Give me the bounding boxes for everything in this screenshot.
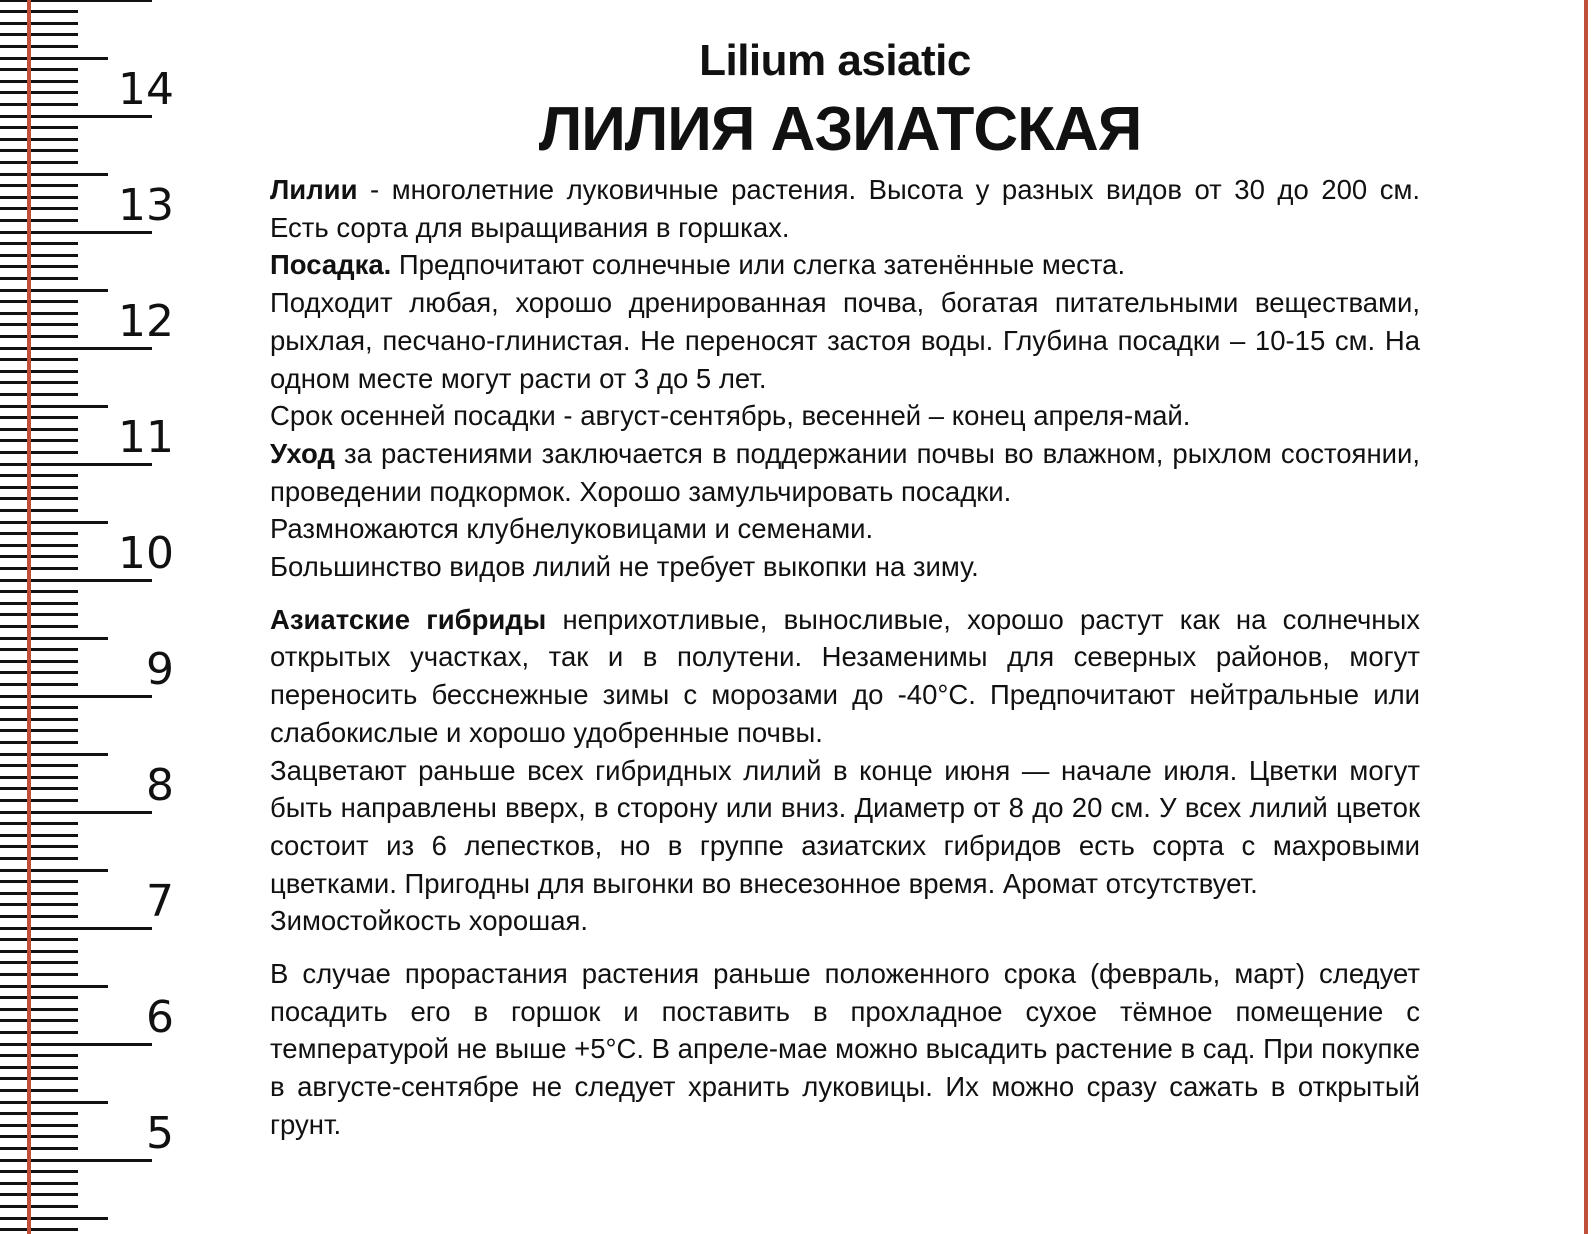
ruler-minor-tick [0, 648, 78, 651]
ruler-minor-tick [0, 497, 78, 500]
ruler-minor-tick [0, 1170, 78, 1173]
ruler-minor-tick [0, 103, 78, 106]
ruler-minor-tick [0, 1228, 78, 1231]
ruler-minor-tick [0, 80, 78, 83]
latin-name: Lilium asiatic [699, 36, 971, 85]
ruler-minor-tick [0, 625, 78, 628]
ruler-number-label: 11 [118, 412, 174, 463]
ruler-minor-tick [0, 1193, 78, 1196]
ruler-minor-tick [0, 776, 78, 779]
ruler-minor-tick [0, 683, 78, 686]
ruler-minor-tick [0, 10, 78, 13]
ruler-minor-tick [0, 45, 78, 48]
ruler-minor-tick [0, 1205, 78, 1208]
ruler-number-label: 12 [118, 296, 174, 347]
ruler-minor-tick [0, 613, 78, 616]
ruler-major-tick [0, 927, 152, 930]
ruler-red-line [27, 0, 31, 1234]
ruler-minor-tick [0, 1019, 78, 1022]
ruler-minor-tick [0, 33, 78, 36]
ruler-minor-tick [0, 729, 78, 732]
ruler-minor-tick [0, 474, 78, 477]
ruler-minor-tick [0, 671, 78, 674]
ruler-major-tick [0, 695, 152, 698]
planting-text: Предпочитают солнечные или слегка затенённые места. [391, 249, 1126, 281]
ruler-minor-tick [0, 126, 78, 129]
ruler-minor-tick [0, 1112, 78, 1115]
ruler-minor-tick [0, 358, 78, 361]
ruler-minor-tick [0, 254, 78, 257]
ruler-minor-tick [0, 428, 78, 431]
ruler-minor-tick [0, 184, 78, 187]
ruler-minor-tick [0, 393, 78, 396]
ruler-minor-tick [0, 161, 78, 164]
paragraph-flowering: Зацветают раньше всех гибридных лилий в конце июня — начале июля. Цветки могут быть направлены вверх, в сторону или вниз. Диаметр от 8 до 20 см. У всех лилий цветок состоит из 6 лепестков, но в группе азиатских гибридов есть сорта с махровыми цветками. Пригодны для выгонки во внесезонное время. Аромат отсутствует. [270, 754, 1420, 899]
ruler-minor-tick [0, 1054, 78, 1057]
section-gap [270, 586, 1420, 601]
ruler-minor-tick [0, 1008, 78, 1011]
ruler-minor-tick [0, 439, 78, 442]
ruler-minor-tick [0, 451, 78, 454]
ruler-major-tick [0, 1043, 152, 1046]
page-title: ЛИЛИЯ АЗИАТСКАЯ [538, 95, 1142, 164]
ruler-half-tick [0, 1101, 108, 1104]
ruler-major-tick [0, 0, 152, 2]
ruler-half-tick [0, 637, 108, 640]
ruler-minor-tick [0, 880, 78, 883]
hybrids-text: неприхотливые, выносливые, хорошо растут как на солнечных открытых участках, так и в полутени. Незаменимы для северных районов, могут переносить бесснежные зимы с морозами до -40°С. Предпочитают нейтральные или слабокислые и хорошо удобренные почвы. [270, 603, 1420, 748]
ruler-minor-tick [0, 567, 78, 570]
ruler-minor-tick [0, 1089, 78, 1092]
ruler-half-tick [0, 1217, 108, 1220]
ruler-half-tick [0, 57, 108, 60]
ruler-minor-tick [0, 915, 78, 918]
ruler-minor-tick [0, 300, 78, 303]
ruler-minor-tick [0, 1147, 78, 1150]
paragraph-hybrids [270, 601, 1420, 752]
ruler-minor-tick [0, 1182, 78, 1185]
term-lilies: Лилии [270, 174, 358, 205]
ruler-minor-tick [0, 416, 78, 419]
ruler-minor-tick [0, 1031, 78, 1034]
ruler-number-label: 6 [146, 992, 174, 1043]
paragraph-hardiness: Зимостойкость хорошая. [270, 905, 589, 937]
ruler-number-label: 8 [146, 760, 174, 811]
ruler-minor-tick [0, 799, 78, 802]
ruler-minor-tick [0, 219, 78, 222]
description-text [270, 171, 1420, 1144]
paragraph-early-sprouting: В случае прорастания растения раньше положенного срока (февраль, март) следует посадить его в горшок и поставить в прохладное сухое тёмное помещение с температурой не выше +5°С. В апреле-мае можно высадить растение в сад. При покупке в августе-сентябре не следует хранить луковицы. Их можно сразу сажать в открытый грунт. [270, 958, 1420, 1140]
ruler-minor-tick [0, 857, 78, 860]
ruler-half-tick [0, 289, 108, 292]
ruler-minor-tick [0, 1124, 78, 1127]
ruler-minor-tick [0, 265, 78, 268]
term-asian-hybrids: Азиатские гибриды [270, 603, 547, 635]
ruler-minor-tick [0, 938, 78, 941]
ruler-number-label: 5 [146, 1108, 174, 1159]
ruler-minor-tick [0, 973, 78, 976]
paragraph-soil: Подходит любая, хорошо дренированная почва, богатая питательными веществами, рыхлая, песчано-глинистая. Не переносят застоя воды. Глубина посадки – 10-15 см. На одном месте могут расти от 3 до 5 лет. [270, 287, 1420, 394]
ruler-half-tick [0, 985, 108, 988]
ruler-minor-tick [0, 950, 78, 953]
paragraph-propagation: Размножаются клубнелуковицами и семенами. [270, 513, 874, 545]
ruler-number-label: 7 [146, 876, 174, 927]
ruler-minor-tick [0, 149, 78, 152]
ruler-minor-tick [0, 68, 78, 71]
ruler-minor-tick [0, 718, 78, 721]
ruler-minor-tick [0, 590, 78, 593]
ruler-minor-tick [0, 312, 78, 315]
right-edge-red-line [1584, 0, 1588, 1234]
ruler-minor-tick [0, 706, 78, 709]
ruler-half-tick [0, 405, 108, 408]
measurement-ruler [0, 0, 190, 1234]
ruler-minor-tick [0, 196, 78, 199]
ruler-major-tick [0, 811, 152, 814]
ruler-minor-tick [0, 22, 78, 25]
ruler-half-tick [0, 521, 108, 524]
ruler-minor-tick [0, 207, 78, 210]
ruler-minor-tick [0, 834, 78, 837]
paragraph-winter: Большинство видов лилий не требует выкопки на зиму. [270, 551, 979, 583]
ruler-half-tick [0, 869, 108, 872]
ruler-minor-tick [0, 277, 78, 280]
ruler-minor-tick [0, 138, 78, 141]
ruler-major-tick [0, 1159, 152, 1162]
ruler-minor-tick [0, 486, 78, 489]
ruler-minor-tick [0, 845, 78, 848]
ruler-number-label: 13 [118, 180, 174, 231]
ruler-minor-tick [0, 764, 78, 767]
ruler-number-label: 10 [118, 528, 174, 579]
ruler-minor-tick [0, 381, 78, 384]
ruler-number-label: 14 [118, 64, 174, 115]
ruler-minor-tick [0, 1066, 78, 1069]
ruler-minor-tick [0, 1077, 78, 1080]
term-care: Уход [270, 437, 335, 469]
paragraph-planting [270, 246, 1420, 284]
term-planting: Посадка. [270, 249, 392, 281]
ruler-minor-tick [0, 532, 78, 535]
ruler-minor-tick [0, 787, 78, 790]
section-gap [270, 940, 1420, 955]
ruler-minor-tick [0, 903, 78, 906]
ruler-half-tick [0, 753, 108, 756]
ruler-minor-tick [0, 242, 78, 245]
ruler-minor-tick [0, 961, 78, 964]
ruler-minor-tick [0, 555, 78, 558]
ruler-minor-tick [0, 892, 78, 895]
ruler-number-label: 9 [146, 644, 174, 695]
ruler-minor-tick [0, 822, 78, 825]
ruler-minor-tick [0, 996, 78, 999]
ruler-minor-tick [0, 544, 78, 547]
ruler-minor-tick [0, 335, 78, 338]
ruler-minor-tick [0, 602, 78, 605]
paragraph-intro [270, 171, 1420, 246]
ruler-minor-tick [0, 509, 78, 512]
ruler-minor-tick [0, 1135, 78, 1138]
ruler-minor-tick [0, 741, 78, 744]
ruler-minor-tick [0, 323, 78, 326]
paragraph-planting-time: Срок осенней посадки - август-сентябрь, весенней – конец апреля-май. [270, 400, 1191, 432]
ruler-half-tick [0, 173, 108, 176]
intro-text: - многолетние луковичные растения. Высота у разных видов от 30 до 200 см. Есть сорта для выращивания в горшках. [270, 174, 1420, 243]
ruler-minor-tick [0, 660, 78, 663]
ruler-minor-tick [0, 370, 78, 373]
paragraph-care [270, 435, 1420, 510]
care-text: за растениями заключается в поддержании почвы во влажном, рыхлом состоянии, проведении подкормок. Хорошо замульчировать посадки. [270, 437, 1420, 507]
ruler-minor-tick [0, 91, 78, 94]
